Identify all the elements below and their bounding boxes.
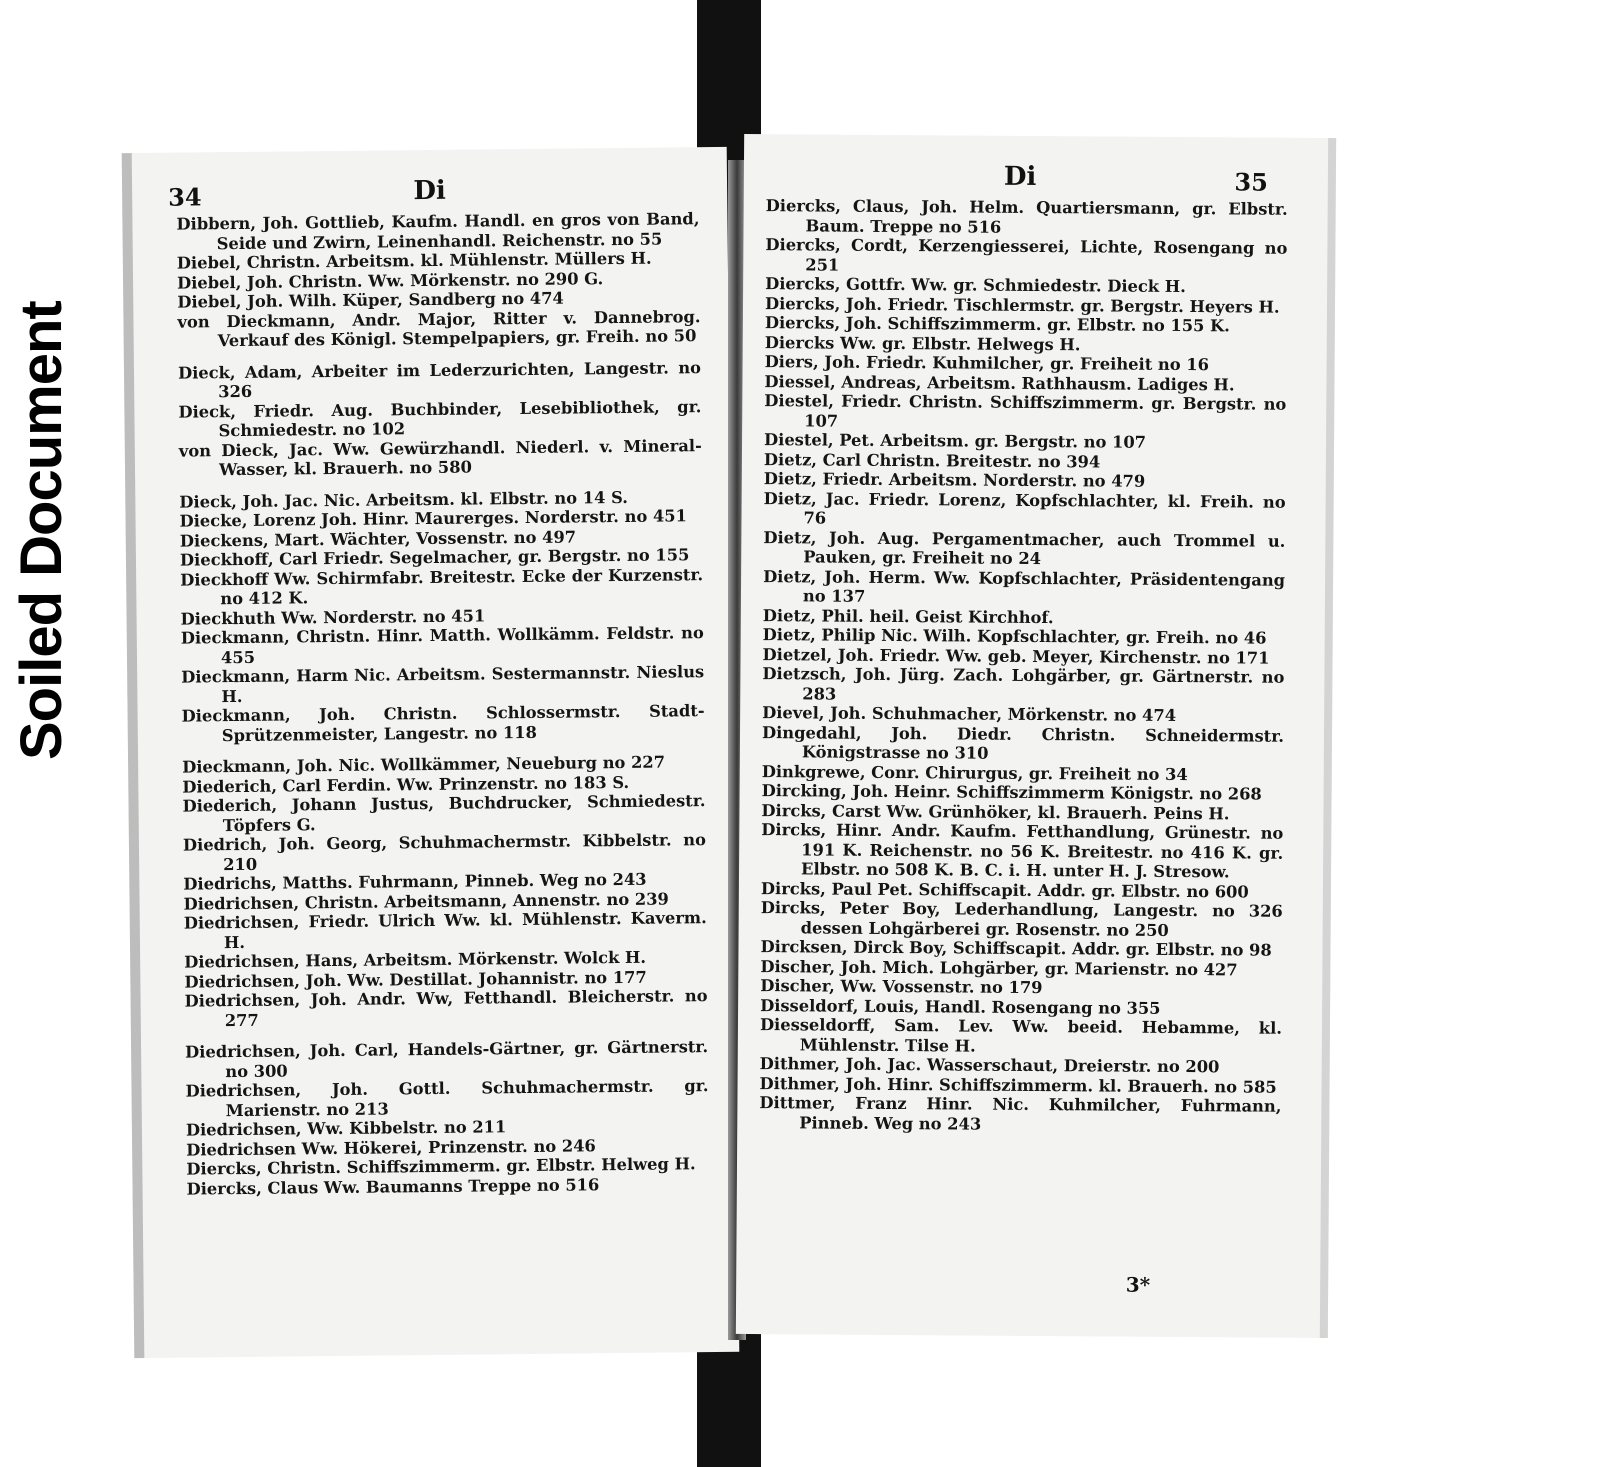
directory-entry: Dievel, Joh. Schuhmacher, Mörkenstr. no 474: [762, 703, 1177, 725]
directory-entry: Dietz, Jac. Friedr. Lorenz, Kopfschlachter, kl. Freih. no 76: [763, 488, 1286, 528]
directory-entry: Diers, Joh. Friedr. Kuhmilcher, gr. Freiheit no 16: [764, 352, 1210, 375]
directory-entry: Dietz, Friedr. Arbeitsm. Norderstr. no 479: [763, 469, 1146, 491]
directory-entry: Dinkgrewe, Conr. Chirurgus, gr. Freiheit no 34: [761, 761, 1188, 784]
directory-entry: Dieckmann, Joh. Christn. Schlossermstr. Stadt-Sprützenmeister, Langestr. no 118: [181, 701, 705, 745]
directory-entry: Dircks, Peter Boy, Lederhandlung, Langestr. no 326 dessen Lohgärberei gr. Rosenstr. no 250: [760, 898, 1283, 940]
directory-entry: Diestel, Pet. Arbeitsm. gr. Bergstr. no 107: [763, 430, 1147, 452]
directory-entry: Disseldorf, Louis, Handl. Rosengang no 355: [760, 995, 1161, 1018]
directory-entry: Diedrichsen, Hans, Arbeitsm. Mörkenstr. Wolck H.: [184, 947, 647, 972]
directory-entry: Diedrichsen Ww. Hökerei, Prinzenstr. no 246: [186, 1135, 596, 1160]
directory-entry: Dietzel, Joh. Friedr. Ww. geb. Meyer, Kirchenstr. no 171: [762, 644, 1270, 668]
left-page-running-head: Di: [413, 175, 446, 207]
directory-entry: Dingedahl, Joh. Diedr. Christn. Schneidermstr. Königstrasse no 310: [761, 722, 1285, 763]
signature-mark: 3*: [1125, 1272, 1151, 1297]
directory-entry: Diebel, Christn. Arbeitsm. kl. Mühlenstr. Müllers H.: [176, 248, 652, 273]
directory-entry: Diercks, Joh. Friedr. Tischlermstr. gr. Bergstr. Heyers H.: [764, 293, 1280, 317]
directory-entry: Diessel, Andreas, Arbeitsm. Rathhausm. Ladiges H.: [764, 371, 1235, 394]
directory-entry: Diercks, Claus Ww. Baumanns Treppe no 516: [186, 1174, 600, 1199]
directory-entry: Dietz, Phil. heil. Geist Kirchhof.: [762, 605, 1054, 627]
directory-entry: Dircks, Carst Ww. Grünhöker, kl. Brauerh. Peins H.: [761, 800, 1230, 823]
directory-entry: Dircking, Joh. Heinr. Schiffszimmerm Königstr. no 268: [761, 781, 1262, 804]
directory-entry: Dietz, Carl Christn. Breitestr. no 394: [763, 449, 1101, 471]
directory-entry: Discher, Joh. Mich. Lohgärber, gr. Marienstr. no 427: [760, 956, 1238, 979]
directory-entry: Dietz, Philip Nic. Wilh. Kopfschlachter, gr. Freih. no 46: [762, 625, 1267, 648]
directory-entry: Dieckens, Mart. Wächter, Vossenstr. no 497: [179, 526, 577, 551]
directory-entry: Dircksen, Dirck Boy, Schiffscapit. Addr. gr. Elbstr. no 98: [760, 937, 1272, 960]
right-page-number: 35: [1234, 167, 1268, 197]
right-page-running-head: Di: [1003, 161, 1037, 192]
left-page-entries: [132, 209, 737, 1199]
directory-entry: Dietz, Joh. Aug. Pergamentmacher, auch Trommel u. Pauken, gr. Freiheit no 24: [763, 527, 1286, 569]
directory-entry: Diecke, Lorenz Joh. Hinr. Maurerges. Norderstr. no 451: [179, 506, 688, 531]
directory-entry: Diedrichsen, Christn. Arbeitsmann, Annenstr. no 239: [183, 889, 669, 914]
directory-entry: Diesseldorff, Sam. Lev. Ww. beeid. Hebamme, kl. Mühlenstr. Tilse H.: [759, 1015, 1283, 1056]
directory-entry: Dieckmann, Harm Nic. Arbeitsm. Sestermannstr. Nieslus H.: [181, 662, 705, 706]
directory-entry: Diebel, Joh. Wilh. Küper, Sandberg no 474: [177, 288, 564, 312]
directory-entry: Dibbern, Joh. Gottlieb, Kaufm. Handl. en gros von Band, Seide und Zwirn, Leinenhandl. Reichenstr. no 55: [176, 209, 700, 253]
directory-entry: Dittmer, Franz Hinr. Nic. Kuhmilcher, Fuhrmann, Pinneb. Weg no 243: [759, 1093, 1282, 1134]
right-page-header: [744, 134, 1328, 200]
directory-entry: Dieck, Friedr. Aug. Buchbinder, Lesebibliothek, gr. Schmiedestr. no 102: [178, 396, 702, 441]
directory-entry: Diedrichsen, Joh. Gottl. Schuhmachermstr. gr. Marienstr. no 213: [185, 1076, 709, 1120]
directory-entry: Dieckhuth Ww. Norderstr. no 451: [180, 605, 486, 629]
right-page: [736, 134, 1336, 1338]
directory-entry: Dieckhoff, Carl Friedr. Segelmacher, gr. Bergstr. no 155: [179, 545, 690, 570]
left-page: [122, 147, 740, 1358]
directory-entry: Diestel, Friedr. Christn. Schiffszimmerm. gr. Bergstr. no 107: [764, 391, 1287, 431]
directory-entry: von Dieckmann, Andr. Major, Ritter v. Dannebrog. Verkauf des Königl. Stempelpapiers, gr. Freih. no 50: [177, 306, 701, 351]
left-page-number: 34: [168, 182, 202, 212]
directory-entry: Dircks, Hinr. Andr. Kaufm. Fetthandlung, Grünestr. no 191 K. Reichenstr. no 56 K. Breitestr. no 416 K. gr. Elbstr. no 508 K. B. C. i. H. unter H. J. Stresow.: [761, 820, 1284, 882]
directory-entry: Dietzsch, Joh. Jürg. Zach. Lohgärber, gr. Gärtnerstr. no 283: [762, 664, 1285, 704]
directory-entry: von Dieck, Jac. Ww. Gewürzhandl. Niederl. v. Mineral-Wasser, kl. Brauerh. no 580: [178, 435, 702, 480]
directory-entry: Diercks, Joh. Schiffszimmerm. gr. Elbstr. no 155 K.: [764, 313, 1230, 336]
directory-entry: Dieck, Adam, Arbeiter im Lederzurichten, Langestr. no 326: [177, 357, 702, 402]
right-page-entries: [737, 196, 1328, 1136]
directory-entry: Diercks, Claus, Joh. Helm. Quartiersmann, gr. Elbstr. Baum. Treppe no 516: [765, 196, 1288, 237]
directory-entry: Dircks, Paul Pet. Schiffscapit. Addr. gr. Elbstr. no 600: [760, 878, 1249, 901]
directory-entry: Diercks, Gottfr. Ww. gr. Schmiedestr. Dieck H.: [765, 274, 1186, 297]
directory-entry: Diercks Ww. gr. Elbstr. Helwegs H.: [764, 332, 1081, 354]
directory-entry: Diedrichsen, Friedr. Ulrich Ww. kl. Mühlenstr. Kaverm. H.: [183, 908, 707, 952]
directory-entry: Dieckmann, Joh. Nic. Wollkämmer, Neueburg no 227: [182, 752, 666, 777]
directory-entry: Diedrichs, Matths. Fuhrmann, Pinneb. Weg no 243: [183, 869, 647, 894]
directory-entry: Diercks, Christn. Schiffszimmerm. gr. Elbstr. Helweg H.: [186, 1154, 696, 1179]
directory-entry: Diebel, Joh. Christn. Ww. Mörkenstr. no 290 G.: [176, 268, 604, 293]
directory-entry: Diederich, Carl Ferdin. Ww. Prinzenstr. no 183 S.: [182, 772, 630, 797]
directory-entry: Dieckmann, Christn. Hinr. Matth. Wollkämm. Feldstr. no 455: [180, 623, 704, 667]
directory-entry: Diedrichsen, Joh. Ww. Destillat. Johannistr. no 177: [184, 967, 647, 992]
directory-entry: Dietz, Joh. Herm. Ww. Kopfschlachter, Präsidentengang no 137: [763, 566, 1286, 606]
directory-entry: Dieckhoff Ww. Schirmfabr. Breitestr. Ecke der Kurzenstr. no 412 K.: [180, 564, 704, 609]
directory-entry: Dithmer, Joh. Hinr. Schiffszimmerm. kl. Brauerh. no 585: [759, 1073, 1277, 1097]
directory-entry: Dithmer, Joh. Jac. Wasserschaut, Dreierstr. no 200: [759, 1054, 1220, 1077]
directory-entry: Diercks, Cordt, Kerzengiesserei, Lichte, Rosengang no 251: [765, 235, 1288, 275]
directory-entry: Diedrichsen, Ww. Kibbelstr. no 211: [185, 1117, 507, 1140]
soiled-document-stamp: Soiled Document: [9, 301, 74, 760]
directory-entry: Diedrichsen, Joh. Carl, Handels-Gärtner, gr. Gärtnerstr. no 300: [185, 1037, 709, 1081]
directory-entry: Discher, Ww. Vossenstr. no 179: [760, 976, 1043, 998]
left-page-header: [132, 147, 728, 215]
directory-entry: Diedrich, Joh. Georg, Schuhmachermstr. Kibbelstr. no 210: [182, 830, 707, 874]
directory-entry: Diederich, Johann Justus, Buchdrucker, Schmiedestr. Töpfers G.: [182, 791, 706, 835]
directory-entry: Diedrichsen, Joh. Andr. Ww, Fetthandl. Bleicherstr. no 277: [184, 986, 708, 1030]
directory-entry: Dieck, Joh. Jac. Nic. Arbeitsm. kl. Elbstr. no 14 S.: [179, 487, 628, 512]
